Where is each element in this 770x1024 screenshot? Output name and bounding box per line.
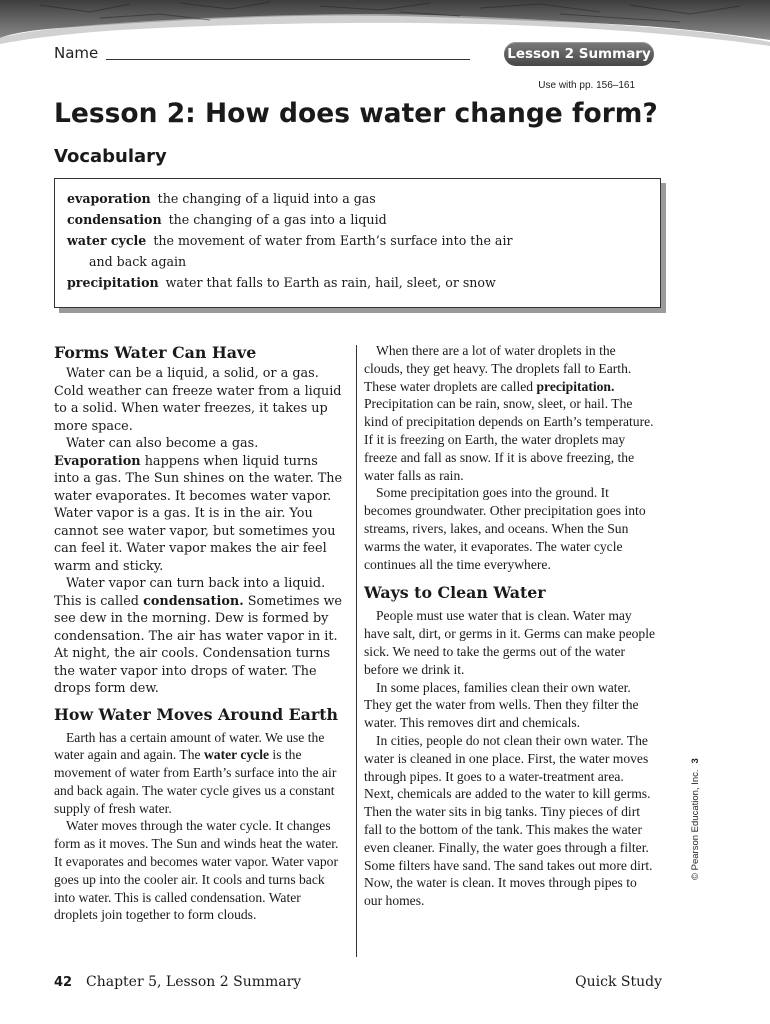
vocabulary-heading: Vocabulary — [54, 146, 167, 167]
page-number: 42 — [54, 975, 73, 990]
name-label: Name — [54, 44, 99, 62]
vocab-item-evaporation — [67, 188, 648, 209]
paragraph-text: happens when liquid turns into a gas. The Sun shines on the water. The water evaporates. It becomes water vapor. Water vapor is a gas. It is in the air. You cannot see water vapor, but sometimes you can feel it. Water vapor makes the air feel warm and sticky. — [54, 453, 343, 574]
vocabulary-box — [54, 178, 661, 308]
rock-texture-image — [0, 0, 770, 60]
paragraph-text: Water vapor can turn back into a liquid. This is called — [54, 576, 326, 609]
column-divider — [356, 345, 357, 957]
vocab-term: water cycle — [67, 233, 147, 248]
paragraph — [54, 729, 346, 818]
paragraph-text: People must use water that is clean. Water may have salt, dirt, or germs in it. Germs can make people sick. We need to take the germs out of the water before we drink it. — [364, 608, 656, 677]
paragraph — [364, 484, 656, 573]
paragraph — [54, 575, 346, 698]
footer-book-title: Quick Study — [575, 974, 662, 990]
paragraph-text: Earth has a certain amount of water. We use the water again and again. The — [54, 729, 325, 763]
vocab-definition-continued: and back again — [89, 254, 187, 269]
footer-chapter: Chapter 5, Lesson 2 Summary — [86, 974, 302, 990]
paragraph-text: Precipitation can be rain, snow, sleet, or hail. The kind of precipitation depends on Earth’s temperature. If it is freezing on Earth, the water droplets may freeze and fall as snow. If it is above freezing, the water falls as rain. — [364, 396, 654, 483]
vocabulary-list — [55, 179, 660, 293]
vocab-term-inline: water cycle — [203, 747, 270, 763]
page-reference: Use with pp. 156–161 — [538, 80, 635, 91]
header-banner — [0, 0, 770, 60]
name-field-line — [106, 59, 470, 60]
paragraph-text: In some places, families clean their own water. They get the water from wells. Then they filter the water. This removes dirt and chemicals. — [364, 679, 639, 731]
vocab-definition: the changing of a gas into a liquid — [168, 212, 387, 227]
page-title: Lesson 2: How does water change form? — [54, 98, 658, 129]
paragraph — [364, 342, 656, 484]
vocab-term-inline: precipitation. — [536, 378, 615, 394]
paragraph — [54, 365, 346, 435]
copyright-notice — [690, 758, 701, 880]
copyright-number: 3 — [690, 758, 701, 764]
paragraph-text: Sometimes we see dew in the morning. Dew is formed by condensation. The air has water vapor in it. At night, the air cools. Condensation turns the water vapor into drops of water. The drops form dew. — [54, 593, 343, 696]
paragraph-text: Water can also become a gas. — [66, 436, 259, 451]
vocab-term: evaporation — [67, 191, 151, 206]
vocab-item-precipitation — [67, 272, 648, 293]
paragraph — [364, 679, 656, 732]
paragraph-text: Some precipitation goes into the ground. It becomes groundwater. Other precipitation goes into streams, rivers, lakes, and oceans. When the Sun warms the water, it evaporates. The water cycle continues all the time everywhere. — [364, 485, 646, 572]
lesson-summary-tab: Lesson 2 Summary — [504, 42, 654, 66]
vocab-term: condensation — [67, 212, 162, 227]
section-heading-clean-water: Ways to Clean Water — [364, 583, 546, 603]
paragraph-text: is the movement of water from Earth’s surface into the air and back again. The water cycle gives us a constant supply of fresh water. — [54, 747, 337, 816]
vocab-item-condensation — [67, 209, 648, 230]
section-heading-forms-water: Forms Water Can Have — [54, 343, 257, 362]
vocab-term-inline: Evaporation — [54, 453, 141, 469]
paragraph-text: When there are a lot of water droplets in the clouds, they get heavy. The droplets fall to Earth. These water droplets are called — [364, 343, 632, 394]
section-heading-water-moves: How Water Moves Around Earth — [54, 704, 338, 724]
left-column — [54, 342, 346, 924]
vocab-item-water-cycle — [67, 230, 648, 272]
copyright-text: © Pearson Education, Inc. — [690, 769, 701, 880]
paragraph — [54, 435, 346, 575]
paragraph — [364, 732, 656, 910]
paragraph-text: Water moves through the water cycle. It changes form as it moves. The Sun and winds heat the water. It evaporates and becomes water vapor. Water vapor goes up into the cooler air. It cools and turns back into water. This is called condensation. Water droplets join together to form clouds. — [54, 818, 339, 923]
paragraph-text: In cities, people do not clean their own water. The water is cleaned in one place. First, the water moves through pipes. It goes to a water-treatment area. Next, chemicals are added to the water to kill germs. Then the water sits in big tanks. Tiny pieces of dirt fall to the bottom of the tank. This makes the water even cleaner. Finally, the water goes through a filter. Some filters have sand. The sand takes out more dirt. Now, the water is clean. It moves through pipes to our homes. — [364, 732, 653, 909]
vocab-definition: the changing of a liquid into a gas — [157, 191, 376, 206]
vocab-definition: water that falls to Earth as rain, hail, sleet, or snow — [165, 275, 496, 290]
paragraph-text: Water can be a liquid, a solid, or a gas. Cold weather can freeze water from a liquid to a solid. When water freezes, it takes up more space. — [54, 366, 342, 434]
paragraph — [54, 817, 346, 924]
paragraph — [364, 607, 656, 678]
right-column — [364, 342, 656, 910]
vocab-term: precipitation — [67, 275, 159, 290]
vocab-definition: the movement of water from Earth’s surface into the air — [153, 233, 513, 248]
vocab-term-inline: condensation. — [143, 593, 244, 609]
